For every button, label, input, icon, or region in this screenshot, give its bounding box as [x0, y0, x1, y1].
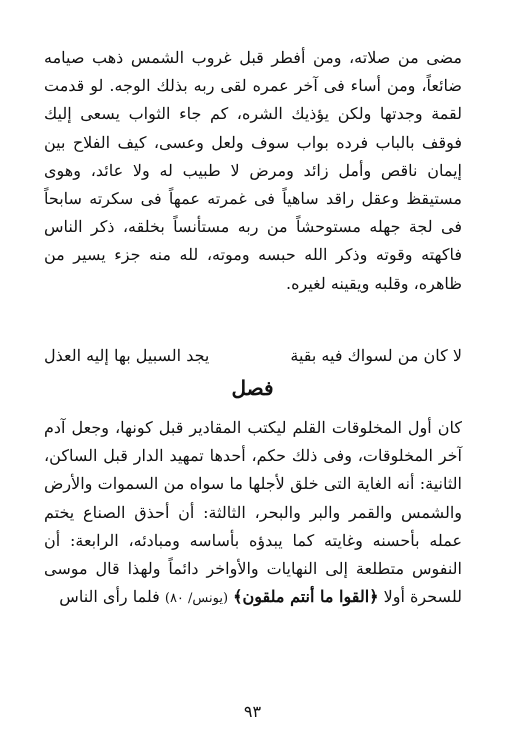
paragraph-1: مضى من صلاته، ومن أفطر قبل غروب الشمس ذهب صيامه ضائعاً، ومن أساء فى آخر عمره لقى ربه بذلك الوجه. لو قدمت لقمة وجدتها ولكن يؤذيك الشره، كم جاء الثواب يسعى إليك فوقف بالباب فرده بواب سوف ولعل وعسى، كيف الفلاح بين إيمان ناقص وأمل زائد ومرض لا طبيب له ولا عائد، وهوى مستيقظ وعقل راقد ساهياً فى غمرته عمهاً فى سكرته سابحاً فى لجة جهله مستوحشاً من ربه مستأنساً بخلقه، ذكر الناس فاكهته وقوته وذكر الله حبسه وموته، لله منه جزء يسير من ظاهره، وقلبه ويقينه لغيره.: [44, 48, 462, 293]
paragraph-2: [44, 414, 462, 613]
verse-first-hemistich: لا كان من لسواك فيه بقية: [290, 346, 462, 365]
poetry-verse: [44, 342, 462, 370]
paragraph-2-continuation: فلما رأى الناس: [59, 587, 160, 607]
quran-reference: (يونس/ ٨٠): [164, 591, 229, 607]
quran-quote: ﴿القوا ما أنتم ملقون﴾: [233, 587, 379, 607]
section-heading: فصل: [231, 376, 274, 400]
verse-second-hemistich: يجد السبيل بها إليه العذل: [44, 346, 210, 365]
page-number: ٩٣: [243, 702, 262, 721]
paragraph-2-text: كان أول المخلوقات القلم ليكتب المقادير قبل كونها، وجعل آدم آخر المخلوقات، وفى ذلك حكم، أحدها تمهيد الدار قبل الساكن، الثانية: أنه الغاية التى خلق لأجلها ما سواه من السموات والأرض والشمس والقمر والبر والبحر، الثالثة: أن أحذق الصناع يختم عمله بأحسنه وغايته كما يبدؤه بأساسه ومبادئه، الرابعة: أن النفوس متطلعة إلى النهايات والأواخر دائماً ولهذا قال موسى للسحرة أولا: [44, 418, 462, 607]
